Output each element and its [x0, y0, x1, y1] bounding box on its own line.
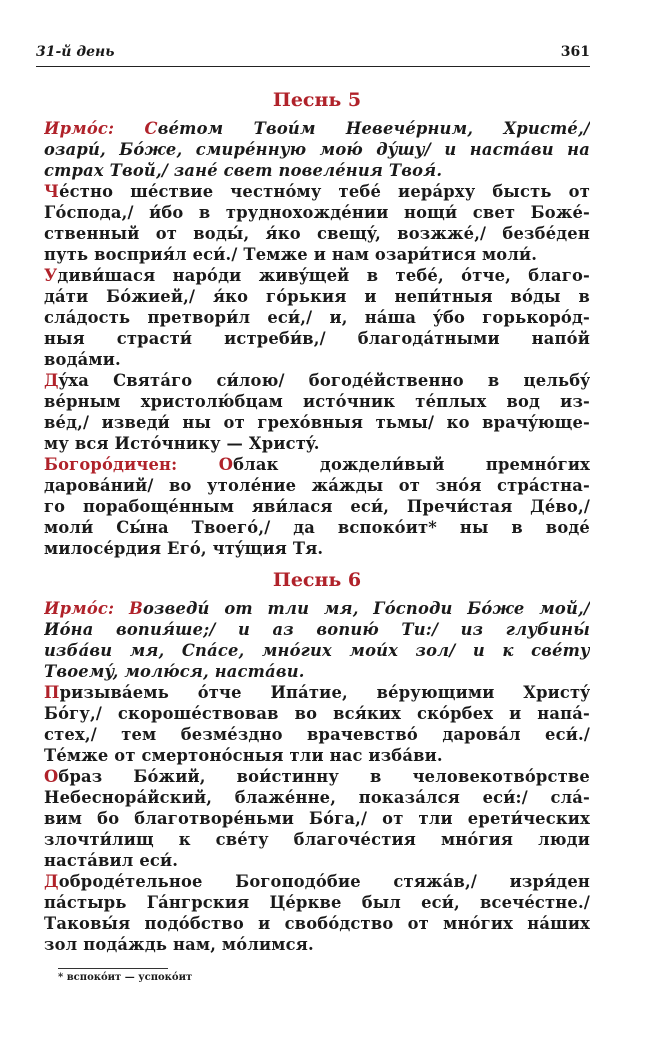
theotokion-line: даровáний/ во утолéние жáжды от знóя стрáстна- [44, 476, 590, 495]
troparion-line: ýха Святáго си́лою/ богодéйственно в цельбý [58, 371, 590, 390]
theotokion-label: Богорóдичен: [44, 455, 178, 474]
troparion-line: зол подáждь нам, мóлимся. [44, 935, 314, 954]
troparion-line: ныя страсти́ истреби́в,/ благодáтными напóй [44, 329, 590, 348]
troparion-line: му вся Истóчнику — Христý. [44, 434, 320, 453]
troparion-line: путь восприя́л еси́./ Темже и нам озари́тися моли́. [44, 245, 538, 264]
theotokion [44, 454, 590, 559]
running-header [36, 44, 590, 67]
troparion-line: Небеснорáйский, блажéнне, показáлся еси́:/ слá- [44, 788, 590, 807]
drop-cap: В [128, 599, 143, 618]
irmos-line: страх Твой,/ занé свет повелéния Твоя́. [44, 161, 443, 180]
drop-cap: Д [44, 872, 59, 891]
troparion-line: дáти Бóжией,/ я́ко гóрькия и непи́тныя вóды в [44, 287, 590, 306]
troparion-line: пáстырь Гáнгрския Цéркве был еси́, всечéстне./ [44, 893, 590, 912]
troparion-line: éстно шéствие честнóму тебé иерáрху бысть от [59, 182, 590, 201]
troparion-line: водáми. [44, 350, 121, 369]
footnote: * вспокóит — успокóит [58, 972, 193, 983]
troparion-line: браз Бóжий, вои́стинну в человекотвóрстве [58, 767, 590, 786]
drop-cap: Д [44, 371, 59, 390]
theotokion-line: блак дождели́вый премнóгих [233, 455, 590, 474]
troparion [44, 871, 590, 955]
footnote-rule [58, 968, 168, 969]
page-number: 361 [560, 44, 590, 60]
irmos-line: Иóна вопия́ше;/ и аз вопию́ Ти:/ из глубины́ [44, 620, 590, 639]
troparion [44, 370, 590, 454]
drop-cap: П [44, 683, 60, 702]
troparion [44, 181, 590, 265]
irmos-line: озведи́ от тли мя, Гóсподи Бóже мой,/ [142, 599, 590, 618]
pesn-6-section [44, 568, 590, 955]
theotokion-line: моли́ Сы́на Твоегó,/ да вспокóит* ны в водé [44, 518, 590, 537]
troparion-line: вéд,/ изведи́ ны от грехóвныя тьмы/ ко врачýюще- [44, 413, 590, 432]
troparion-line: ризывáемь óтче Ипáтие, вéрующими Христý [59, 683, 590, 702]
irmos-line: изба́ви мя, Спáсе, мнóгих мои́х зол/ и к свéту [44, 641, 590, 660]
pesn-5-heading: Песнь 5 [272, 89, 362, 111]
pesn-5-irmos [44, 118, 590, 181]
running-title: 31-й день [36, 44, 115, 60]
troparion-line: Таковы́я подóбство и свобóдство от мнóгих нáших [44, 914, 590, 933]
drop-cap: У [44, 266, 58, 285]
theotokion-line: го порабощéнным яви́лася еси́, Пречи́стая Дéво,/ [44, 497, 590, 516]
troparion-line: ственный от воды́, я́ко свещý, возжжé,/ безбéден [44, 224, 590, 243]
drop-cap: С [144, 119, 158, 138]
troparion-line: вим бо благотворéньми Бóга,/ от тли ерети́ческих [44, 809, 590, 828]
irmos-line: озари́, Бóже, смирéнную мою́ дýшу/ и настáви на [44, 140, 590, 159]
pesn-5-section [44, 88, 590, 559]
troparion-line: настáвил еси́. [44, 851, 179, 870]
theotokion-line: милосéрдия Егó, чтýщия Тя. [44, 539, 324, 558]
troparion [44, 265, 590, 370]
troparion-line: злочти́лищ к свéту благочéстия мнóгия люди [44, 830, 590, 849]
drop-cap: О [44, 767, 59, 786]
troparion-line: Бóгу,/ скорошéствовав во вся́ких скóрбех и напá- [44, 704, 590, 723]
drop-cap: Ч [44, 182, 60, 201]
troparion-line: Гóспода,/ и́бо в труднохождéнии нощи́ свет Божé- [44, 203, 590, 222]
irmos-label: Ирмóс: [44, 119, 115, 138]
troparion-line: вéрным христолю́бцам истóчник тéплых вод из- [44, 392, 590, 411]
pesn-6-irmos [44, 598, 590, 682]
troparion [44, 766, 590, 871]
troparion-line: Тéмже от смертонóсныя тли нас изба́ви. [44, 746, 443, 765]
irmos-label: Ирмóс: [44, 599, 115, 618]
irmos-line: Твоемý, молю́ся, настáви. [44, 662, 305, 681]
troparion [44, 682, 590, 766]
pesn-6-heading: Песнь 6 [272, 569, 362, 591]
troparion-line: стех,/ тем безмéздно врачевствó даровáл еси́./ [44, 725, 590, 744]
troparion-line: диви́шася нарóди живýщей в тебé, óтче, благо- [57, 266, 590, 285]
troparion-line: слáдость претвори́л еси́,/ и, нáша ýбо горькорóд- [44, 308, 590, 327]
irmos-line: вéтом Твои́м Невечéрним, Христé,/ [157, 119, 590, 138]
troparion-line: обродéтельное Богоподóбие стяжáв,/ изря́ден [58, 872, 590, 891]
drop-cap: О [218, 455, 234, 474]
